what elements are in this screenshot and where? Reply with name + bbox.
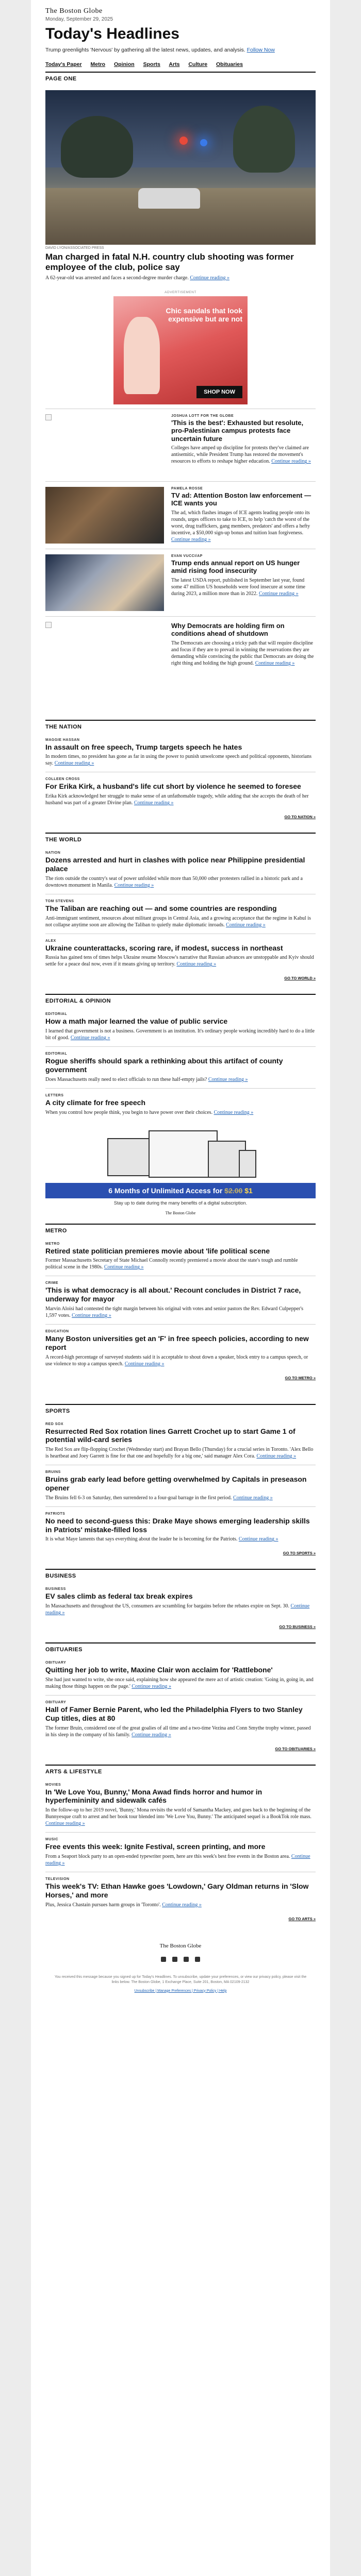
footer-body: You received this message because you signed up for Today's Headlines. To unsubscribe, update your preferences, or view our privacy policy, please visit the links below. The Boston Globe, 1 Exchange Place, Suite 201, Boston, MA 02109-2132 (54, 1975, 307, 1985)
story-body (171, 577, 316, 597)
story-democrats-shutdown (45, 617, 316, 689)
story-kicker: MOVIES (45, 1783, 61, 1787)
story-taliban (45, 894, 316, 934)
story-body-text: She had just wanted to write, she once said, explaining how she appeared the mere act of artistic creation: 'Going in, going in, and making those things happen on the page.' (45, 1676, 314, 1689)
story-body (45, 1536, 316, 1543)
ad-label: ADVERTISEMENT (165, 290, 196, 294)
story-headline[interactable]: EV sales climb as federal tax break expires (45, 1592, 193, 1601)
story-kicker: TOM STEVENS (45, 899, 74, 903)
go-to-sports-link[interactable]: GO TO SPORTS » (283, 1551, 316, 1556)
story-free-speech-climate (45, 1089, 316, 1121)
story-body (45, 1603, 316, 1616)
subscribe-old-price: $2.00 (224, 1186, 243, 1195)
hero-continue-link[interactable]: Continue reading » (190, 275, 229, 281)
continue-link[interactable]: Continue reading » (70, 1035, 110, 1041)
continue-link[interactable]: Continue reading » (45, 1603, 310, 1616)
story-kicker: TELEVISION (45, 1877, 70, 1881)
story-red-sox (45, 1417, 316, 1465)
continue-link[interactable]: Continue reading » (104, 1264, 144, 1270)
ad-image[interactable] (113, 296, 248, 404)
story-kicker: EVAN VUCCI/AP (171, 554, 203, 558)
story-headline[interactable]: Retired state politician premieres movie about 'life political scene (45, 1246, 270, 1255)
story-campus-protests (45, 409, 316, 481)
story-body (45, 1257, 316, 1270)
continue-link[interactable]: Continue reading » (226, 922, 266, 928)
subscribe-subtext: Stay up to date during the many benefits of a digital subscription. (45, 1198, 316, 1208)
social-links (31, 1952, 330, 1968)
story-body (45, 1725, 316, 1738)
story-headline[interactable]: Quitting her job to write, Maxine Clair won acclaim for 'Rattlebone' (45, 1666, 273, 1674)
continue-link[interactable]: Continue reading » (124, 1361, 165, 1367)
continue-link[interactable]: Continue reading » (256, 1453, 297, 1460)
story-math-major (45, 1007, 316, 1046)
story-usda-hunger (45, 549, 316, 616)
continue-link[interactable]: Continue reading » (132, 1732, 171, 1738)
story-body-text: A record-high percentage of surveyed students said it is acceptable to shout down a speaker, block entry to a campus speech, or use violence to stop a campus speech. (45, 1354, 308, 1367)
broken-image-icon (45, 622, 52, 628)
story-bernie-parent (45, 1696, 316, 1743)
continue-link[interactable]: Continue reading » (233, 1495, 273, 1501)
story-kicker: PATRIOTS (45, 1512, 65, 1516)
story-kicker: COLLEEN CROSS (45, 777, 80, 782)
continue-link[interactable]: Continue reading » (258, 590, 299, 597)
story-ukraine (45, 934, 316, 973)
section-nav (45, 61, 316, 67)
story-body-text: Russia has gained tens of times helps Ukraine resume Moscow's narrative that Russian advances are unstoppable and Kyiv should settle for a peace deal now, even if it means giving up territory. (45, 955, 314, 968)
story-headline[interactable]: No need to second-guess this: Drake Maye shows emerging leadership skills in Patriots' mistake-filled loss (45, 1516, 310, 1534)
subscribe-banner[interactable] (45, 1126, 316, 1218)
continue-link[interactable]: Continue reading » (162, 1902, 202, 1908)
subscribe-logo: The Boston Globe (165, 1210, 196, 1215)
story-headline[interactable]: For Erika Kirk, a husband's life cut short by violence he seemed to foresee (45, 782, 301, 791)
story-image[interactable] (45, 487, 164, 544)
story-kicker: LETTERS (45, 1093, 64, 1097)
story-headline[interactable]: Resurrected Red Sox rotation lines Garrett Crochet up to start Game 1 of potential wild-card series (45, 1427, 296, 1444)
continue-link[interactable]: Continue reading » (271, 459, 311, 465)
story-mona-awad (45, 1778, 316, 1833)
story-philippines (45, 846, 316, 894)
story-body-text: In modern times, no president has gone as far in using the power to punish unwelcome speech and political opponents, historians say. (45, 754, 312, 767)
go-to-arts-link[interactable]: GO TO ARTS » (288, 1916, 316, 1921)
story-headline[interactable]: TV ad: Attention Boston law enforcement — ICE wants you (171, 491, 311, 507)
story-headline[interactable]: Many Boston universities get an 'F' in free speech policies, according to new report (45, 1334, 309, 1351)
hero-image[interactable] (45, 90, 316, 245)
story-kicker: EDITORIAL (45, 1052, 68, 1056)
issue-date: Monday, September 29, 2025 (45, 16, 113, 22)
story-body (45, 1902, 316, 1908)
story-kicker: BUSINESS (45, 1587, 66, 1591)
story-kicker: PAMELA ROSSE (171, 486, 203, 490)
story-body-text: Marvin Aloisi had contested the tight margin between his original with votes and senior pastors the Rev. Edward Culpepper's 1,597 votes. (45, 1306, 304, 1318)
story-kicker: CRIME (45, 1281, 59, 1285)
story-headline[interactable]: A city climate for free speech (45, 1098, 146, 1107)
nav-opinion[interactable]: Opinion (114, 61, 135, 67)
story-body-text: The Democrats are choosing a tricky path that will require discipline and focus if they are to prevail in winning the reservations they are demanding while convincing the public that Democrats are doing the right thing and holding the high ground. (171, 640, 314, 666)
story-headline[interactable]: This week's TV: Ethan Hawke goes 'Lowdown,' Gary Oldman returns in 'Slow Horses,' and more (45, 1882, 309, 1899)
subscribe-offer-text: 6 Months of Unlimited Access for (108, 1186, 223, 1195)
story-rogue-sheriffs (45, 1047, 316, 1088)
go-to-nation-link[interactable]: GO TO NATION » (284, 815, 316, 820)
nav-metro[interactable]: Metro (90, 61, 106, 67)
continue-link[interactable]: Continue reading » (255, 660, 295, 666)
story-body-text: The Bruins fell 6-3 on Saturday, then surrendered to a four-goal barrage in the first period. (45, 1495, 232, 1501)
hero-body (45, 275, 316, 281)
story-body (171, 445, 316, 465)
story-kicker: JOSHUA LOTT FOR THE GLOBE (171, 414, 234, 418)
story-headline[interactable]: Trump ends annual report on US hunger amid rising food insecurity (171, 558, 300, 575)
email-page (31, 0, 330, 2576)
story-body (45, 1676, 316, 1690)
go-to-obituaries-link[interactable]: GO TO OBITUARIES » (275, 1746, 316, 1751)
story-image-placeholder[interactable] (45, 414, 164, 476)
story-free-speech (45, 733, 316, 772)
story-body-text: The former Bruin, considered one of the great goalies of all time and a two-time Vezina and Conn Smythe trophy winner, passed in his sleep in the company of his family. (45, 1725, 311, 1738)
nav-obituaries[interactable]: Obituaries (216, 61, 243, 67)
story-image[interactable] (45, 554, 164, 611)
story-headline[interactable]: 'This is what democracy is all about.' Recount concludes in District 7 race, underway for mayor (45, 1286, 301, 1303)
story-headline[interactable]: 'This is the best': Exhausted but resolute, pro-Palestinian campus protests face uncertain future (171, 418, 304, 443)
story-kicker: RED SOX (45, 1422, 64, 1426)
story-kicker: NATION (45, 851, 61, 855)
story-kicker: EDITORIAL (45, 1012, 68, 1016)
story-headline[interactable]: Free events this week: Ignite Festival, screen printing, and more (45, 1842, 266, 1851)
intro-body: Trump greenlights 'Nervous' by gathering all the latest news, updates, and analysis. (45, 47, 245, 53)
continue-link[interactable]: Continue reading » (45, 1821, 85, 1827)
story-retired-politician (45, 1237, 316, 1276)
continue-link[interactable]: Continue reading » (72, 1313, 111, 1318)
linkedin-icon[interactable] (195, 1957, 200, 1962)
story-body-text: Erika Kirk acknowledged her struggle to make sense of an unfathomable tragedy, while adding that she accepts the death of her husband was part of a greater Divine plan. (45, 793, 309, 806)
story-kicker: EDUCATION (45, 1330, 69, 1333)
section-title-arts: ARTS & LIFESTYLE (45, 1768, 102, 1775)
brand-logo[interactable]: The Boston Globe (45, 7, 103, 15)
story-headline[interactable]: Rogue sheriffs should spark a rethinking about this artifact of county government (45, 1057, 283, 1074)
x-icon[interactable] (172, 1957, 177, 1962)
story-drake-maye (45, 1507, 316, 1548)
continue-link[interactable]: Continue reading » (214, 1109, 254, 1115)
story-body-text: In the follow-up to her 2019 novel, 'Bunny,' Mona revisits the world of Samantha Mackey, and goes back to the beginning of the Bunnyesque craft to arrest and her book tour blended into 'We Love You, Bunny.' The anticipated sequel is a BookTok role mass. (45, 1807, 311, 1820)
story-body (171, 640, 316, 667)
story-recount (45, 1276, 316, 1324)
story-bruins (45, 1465, 316, 1506)
story-body-text: Former Massachusetts Secretary of State Michael Connolly recently premiered a movie about the state's tough and rumble political scene in the 1980s. (45, 1258, 298, 1270)
footer-links[interactable]: Unsubscribe | Manage Preferences | Privacy Policy | Help (134, 1989, 227, 1993)
story-body (45, 1076, 316, 1083)
ad-text: Chic sandals that look expensive but are not (166, 306, 242, 323)
story-body-text: I learned that government is not a business. Government is an institution. It's ordinary people working incredibly hard to do a little bit of good. (45, 1028, 315, 1041)
story-ev-sales (45, 1582, 316, 1621)
continue-link[interactable]: Continue reading » (176, 961, 217, 968)
story-headline[interactable]: The Taliban are reaching out — and some countries are responding (45, 904, 277, 912)
story-kicker: MAGGIE HASSAN (45, 738, 80, 742)
story-headline[interactable]: Ukraine counterattacks, scoring rare, if modest, success in northeast (45, 943, 283, 952)
story-body-text: When you control how people think, you begin to have power over their choices. (45, 1109, 213, 1115)
story-body-text: From a Seaport block party to an open-ended typewriter poem, here are this week's best free events in the Boston area. (45, 1853, 290, 1859)
story-image-placeholder[interactable] (45, 622, 164, 684)
subscribe-offer[interactable] (45, 1183, 316, 1198)
section-title-metro: METRO (45, 1227, 67, 1234)
go-to-metro-link[interactable]: GO TO METRO » (285, 1375, 316, 1380)
section-title-nation: THE NATION (45, 723, 82, 730)
story-headline[interactable]: Why Democrats are holding firm on conditions ahead of shutdown (171, 621, 285, 638)
section-title-business: BUSINESS (45, 1573, 76, 1580)
continue-link[interactable]: Continue reading » (114, 882, 154, 888)
story-kicker: OBITUARY (45, 1661, 67, 1665)
continue-link[interactable]: Continue reading » (54, 760, 94, 767)
story-headline[interactable]: In 'We Love You, Bunny,' Mona Awad finds horror and humor in hyperfemininity and sidewalk cafés (45, 1787, 262, 1805)
story-body (45, 1495, 316, 1501)
continue-link[interactable]: Continue reading » (132, 1683, 171, 1689)
story-body (171, 510, 316, 543)
story-body (45, 793, 316, 806)
hero-caption: DAVID LYON/ASSOCIATED PRESS (45, 246, 104, 250)
story-body (45, 875, 316, 889)
story-body-text: Anti-immigrant sentiment, resources about militant groups in Central Asia, and a growing acceptance that the regime in Kabul is not collapse anytime soon are allowing the Taliban to quietly make diplomatic inroads. (45, 915, 311, 928)
story-kicker: METRO (45, 1242, 60, 1246)
continue-link[interactable]: Continue reading » (171, 536, 211, 543)
story-body-text: In Massachusetts and throughout the US, consumers are scrambling for bargains before the rebates expire on Sept. 30. (45, 1603, 290, 1609)
story-headline[interactable]: Dozens arrested and hurt in clashes with police near Philippine presidential palace (45, 856, 305, 873)
advertisement[interactable] (113, 291, 248, 404)
go-to-business-link[interactable]: GO TO BUSINESS » (279, 1624, 316, 1630)
nav-sports[interactable]: Sports (143, 61, 160, 67)
story-body (45, 915, 316, 928)
story-body (45, 954, 316, 968)
section-title-obituaries: OBITUARIES (45, 1647, 83, 1653)
story-body-text: The ad, which flashes images of ICE agents leading people onto its rounds, urges officers to take to ICE, to help 'catch the worst of the worst, drug traffickers, gang members, predators' and offers a hefty incentive, a $50,000 sign-up bonus and tuition loan forgiveness. (171, 510, 310, 536)
nav-arts[interactable]: Arts (169, 61, 180, 67)
story-kicker: BRUINS (45, 1470, 61, 1475)
broken-image-icon (45, 414, 52, 420)
story-body-text: The Red Sox are flip-flopping Crochet (Wednesday start) and Brayan Bello (Thursday) for a crucial series in Toronto. 'Alex Bello is heartbeat and Joey Garrett is fine for that one and hopefully for a big one,' said manager Alex Cora. (45, 1447, 314, 1460)
instagram-icon[interactable] (184, 1957, 189, 1962)
section-title-sports: SPORTS (45, 1408, 70, 1414)
story-free-events (45, 1833, 316, 1872)
footer-logo[interactable]: The Boston Globe (159, 1942, 202, 1949)
shop-now-button[interactable]: SHOP NOW (196, 386, 242, 398)
story-ice-ad (45, 482, 316, 549)
story-body (45, 1109, 316, 1116)
nav-todays-paper[interactable]: Today's Paper (45, 61, 82, 67)
story-body-text: It is what Maye laments that says everything about the leader he is becoming for the Patriots. (45, 1536, 238, 1543)
subscribe-price: $1 (244, 1186, 253, 1195)
story-body-text: Plus, Jessica Chastain pursues harm groups in 'Toronto'. (45, 1902, 161, 1908)
story-maxine-clair (45, 1656, 316, 1695)
section-title-page-one: PAGE ONE (45, 75, 77, 82)
go-to-world-link[interactable]: GO TO WORLD » (284, 976, 316, 981)
footer-text (31, 1968, 330, 2002)
story-kicker: MUSIC (45, 1838, 59, 1842)
intro-text (45, 47, 316, 54)
story-kicker: ALEX (45, 939, 56, 943)
story-body (45, 1306, 316, 1319)
story-body (45, 1853, 316, 1867)
continue-link[interactable]: Continue reading » (238, 1536, 278, 1543)
story-body (45, 1354, 316, 1367)
story-body-text: The latest USDA report, published in September last year, found some 47 million US households were food insecure at some time during 2023, a million more than in 2022. (171, 577, 305, 597)
story-headline[interactable]: In assault on free speech, Trump targets speech he hates (45, 742, 242, 751)
story-headline[interactable]: Hall of Famer Bernie Parent, who led the Philadelphia Flyers to two Stanley Cup titles, dies at 80 (45, 1705, 303, 1722)
hero-body-text: A 62-year-old was arrested and faces a second-degree murder charge. (45, 275, 189, 281)
story-headline[interactable]: How a math major learned the value of public service (45, 1017, 228, 1026)
story-headline[interactable]: Bruins grab early lead before getting overwhelmed by Capitals in preseason opener (45, 1475, 307, 1492)
story-kicker: OBITUARY (45, 1700, 67, 1704)
story-this-weeks-tv (45, 1872, 316, 1913)
page-title: Today's Headlines (45, 25, 179, 42)
hero-headline[interactable]: Man charged in fatal N.H. country club shooting was former employee of the club, police say (45, 251, 294, 272)
nav-culture[interactable]: Culture (188, 61, 208, 67)
facebook-icon[interactable] (161, 1957, 166, 1962)
follow-link[interactable]: Follow Now (247, 47, 275, 53)
story-body-text: The riots outside the country's seat of power unfolded while more than 50,000 other protesters rallied in a historic park and a downtown monument in Manila. (45, 875, 303, 888)
story-body (45, 753, 316, 767)
section-title-editorial: EDITORIAL & OPINION (45, 998, 111, 1005)
story-body (45, 1807, 316, 1827)
continue-link[interactable]: Continue reading » (45, 1853, 310, 1866)
story-universities-speech (45, 1325, 316, 1372)
continue-link[interactable]: Continue reading » (208, 1076, 248, 1082)
story-body-text: Colleges have amped up discipline for protests they've claimed are antisemitic, while President Trump has restored the movement's resources to efforts to reshape higher education. (171, 445, 309, 465)
continue-link[interactable]: Continue reading » (134, 800, 174, 806)
section-title-world: THE WORLD (45, 837, 82, 843)
story-body (45, 1028, 316, 1041)
story-body (45, 1446, 316, 1460)
story-body-text: Does Massachusetts really need to elect officials to run these half-empty jails? (45, 1076, 207, 1082)
story-erika-kirk (45, 772, 316, 811)
